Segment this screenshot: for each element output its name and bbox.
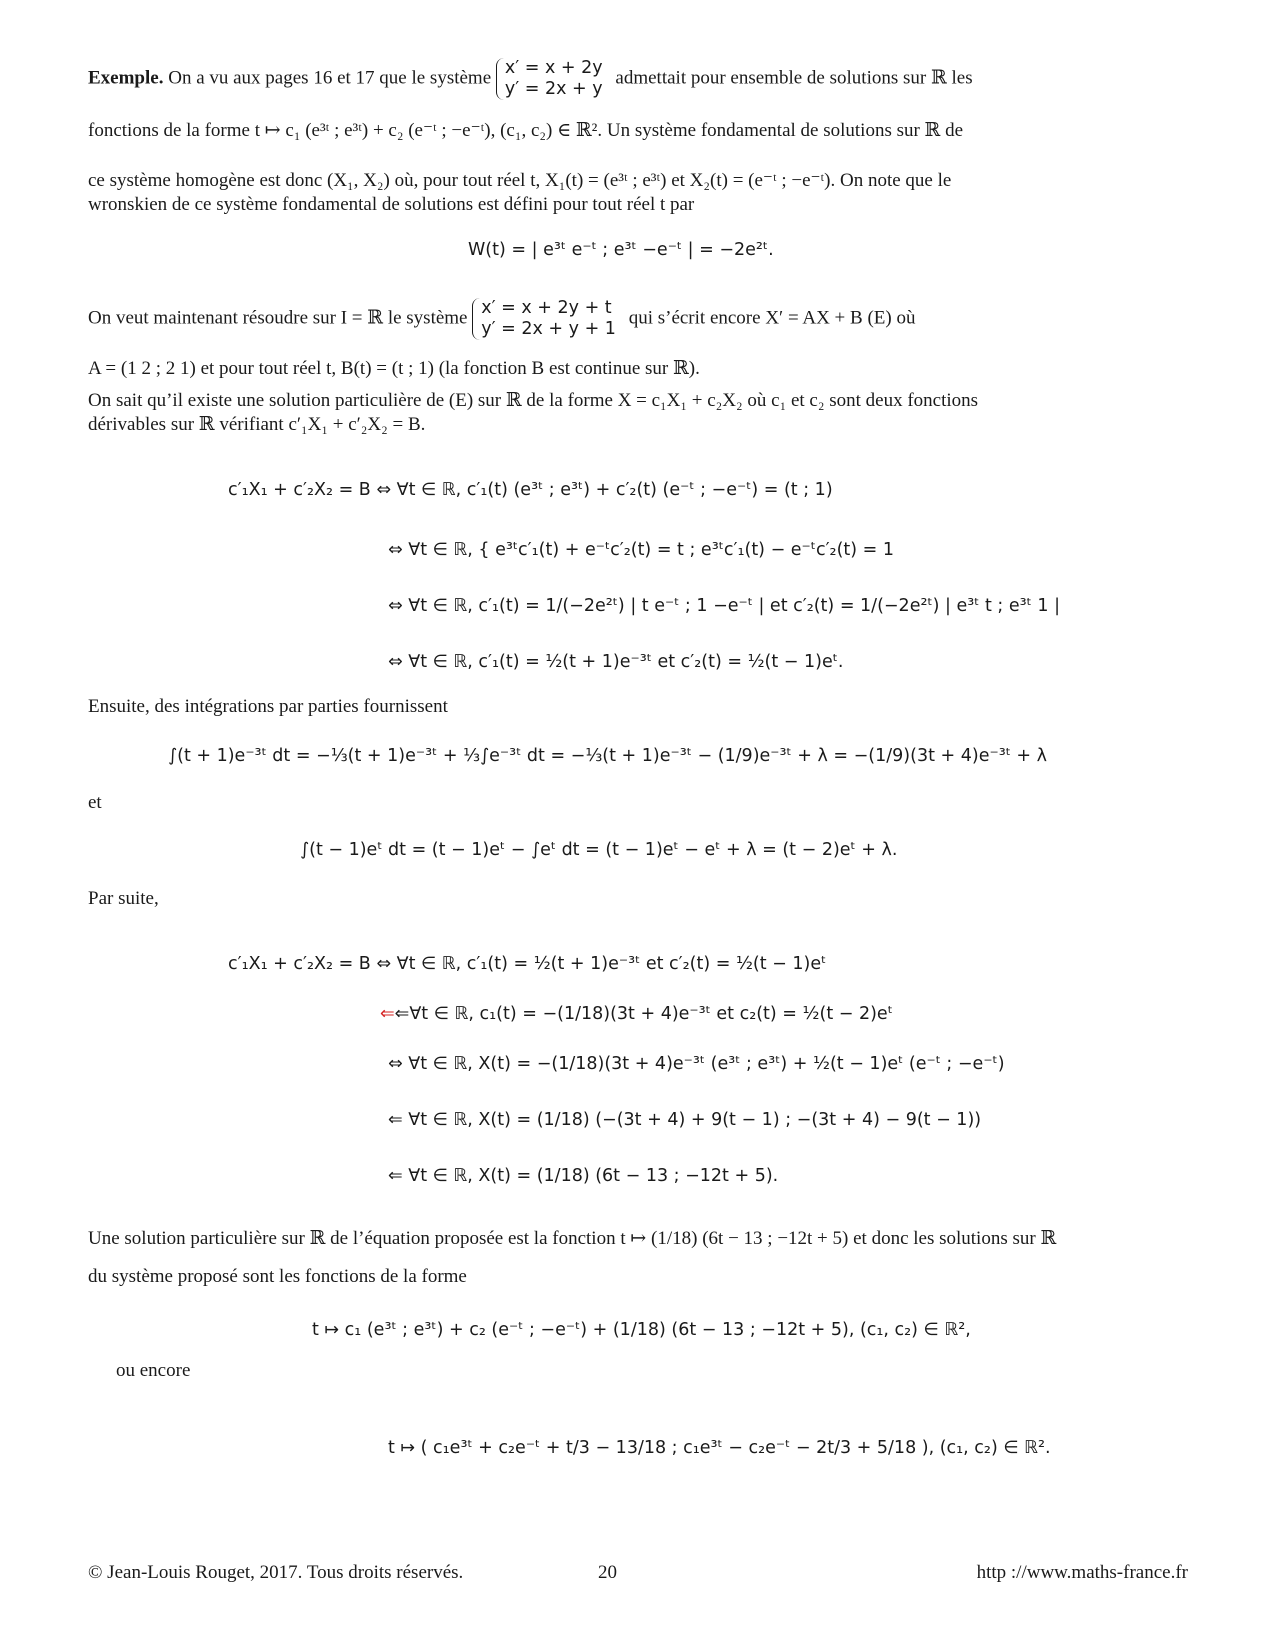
wronskian-formula: W(t) = | e³ᵗ e⁻ᵗ ; e³ᵗ −e⁻ᵗ | = −2e²ᵗ. xyxy=(468,240,774,260)
general-solution-1: t ↦ c₁ (e³ᵗ ; e³ᵗ) + c₂ (e⁻ᵗ ; −e⁻ᵗ) + (1/18) (6t − 13 ; −12t + 5), (c₁, c₂) ∈ ℝ², xyxy=(312,1320,971,1340)
ou-encore: ou encore xyxy=(116,1360,191,1381)
integral-1: ∫(t + 1)e⁻³ᵗ dt = −⅓(t + 1)e⁻³ᵗ + ⅓∫e⁻³ᵗ dt = −⅓(t + 1)e⁻³ᵗ − (1/9)e⁻³ᵗ + λ = −(1/9)(3t + 4)e⁻³ᵗ + λ xyxy=(168,746,1048,766)
example-intro: On a vu aux pages 16 et 17 que le système xyxy=(168,67,492,89)
example-label: Exemple. xyxy=(88,67,164,89)
reverse-implication-arrow: ⇐ xyxy=(380,1004,395,1024)
problem-matrix-form: qui s’écrit encore X′ = AX + B (E) où xyxy=(628,307,916,329)
problem-line-3: On sait qu’il existe une solution particulière de (E) sur ℝ de la forme X = c₁X₁ + c₂X₂ où c₁ et c₂ sont deux fonctions xyxy=(88,390,979,411)
derivation1-step-3: ⇔ ∀t ∈ ℝ, c′₁(t) = 1/(−2e²ᵗ) | t e⁻ᵗ ; 1 −e⁻ᵗ | et c′₂(t) = 1/(−2e²ᵗ) | e³ᵗ t ; e³ᵗ 1 | xyxy=(388,596,1060,616)
footer-page-number: 20 xyxy=(598,1562,617,1583)
problem-equation-2: y′ = 2x + y + 1 xyxy=(481,319,616,339)
derivation2-step-4: ⇐ ∀t ∈ ℝ, X(t) = (1/18) (−(3t + 4) + 9(t − 1) ; −(3t + 4) − 9(t − 1)) xyxy=(388,1110,982,1130)
example-line-1 xyxy=(88,58,1188,100)
example-line-3: ce système homogène est donc (X₁, X₂) où, pour tout réel t, X₁(t) = (e³ᵗ ; e³ᵗ) et X₂(t) = (e⁻ᵗ ; −e⁻ᵗ). On note que le xyxy=(88,170,952,191)
derivation1-step-2: ⇔ ∀t ∈ ℝ, { e³ᵗc′₁(t) + e⁻ᵗc′₂(t) = t ; e³ᵗc′₁(t) − e⁻ᵗc′₂(t) = 1 xyxy=(388,540,895,560)
general-solution-2: t ↦ ( c₁e³ᵗ + c₂e⁻ᵗ + t/3 − 13/18 ; c₁e³ᵗ − c₂e⁻ᵗ − 2t/3 + 5/18 ), (c₁, c₂) ∈ ℝ². xyxy=(388,1438,1051,1458)
integral-2: ∫(t − 1)eᵗ dt = (t − 1)eᵗ − ∫eᵗ dt = (t − 1)eᵗ − eᵗ + λ = (t − 2)eᵗ + λ. xyxy=(300,840,898,860)
conclusion-line-1: Une solution particulière sur ℝ de l’équation proposée est la fonction t ↦ (1/18) (6t − 13 ; −12t + 5) et donc les solutions sur ℝ xyxy=(88,1228,1057,1249)
example-line-2: fonctions de la forme t ↦ c₁ (e³ᵗ ; e³ᵗ) + c₂ (e⁻ᵗ ; −e⁻ᵗ), (c₁, c₂) ∈ ℝ². Un système fondamental de solutions sur ℝ de xyxy=(88,120,964,141)
conclusion-line-2: du système proposé sont les fonctions de la forme xyxy=(88,1266,467,1287)
derivation2-step-2-text: ⇐∀t ∈ ℝ, c₁(t) = −(1/18)(3t + 4)e⁻³ᵗ et c₂(t) = ½(t − 2)eᵗ xyxy=(394,1004,893,1024)
par-suite: Par suite, xyxy=(88,888,159,909)
footer-url[interactable]: http ://www.maths-france.fr xyxy=(976,1562,1188,1583)
derivation1-step-4: ⇔ ∀t ∈ ℝ, c′₁(t) = ½(t + 1)e⁻³ᵗ et c′₂(t) = ½(t − 1)eᵗ. xyxy=(388,652,844,672)
derivation2-step-1: c′₁X₁ + c′₂X₂ = B ⇔ ∀t ∈ ℝ, c′₁(t) = ½(t + 1)e⁻³ᵗ et c′₂(t) = ½(t − 1)eᵗ xyxy=(228,954,827,974)
system-equation-2: y′ = 2x + y xyxy=(504,79,603,99)
derivation2-step-2 xyxy=(380,1004,893,1024)
problem-line-2: A = (1 2 ; 2 1) et pour tout réel t, B(t) = (t ; 1) (la fonction B est continue sur ℝ). xyxy=(88,358,700,379)
problem-line-4: dérivables sur ℝ vérifiant c′₁X₁ + c′₂X₂ = B. xyxy=(88,414,426,435)
example-line-4: wronskien de ce système fondamental de solutions est défini pour tout réel t par xyxy=(88,194,695,215)
problem-equation-1: x′ = x + 2y + t xyxy=(481,298,612,318)
and-word: et xyxy=(88,792,102,813)
problem-line-1 xyxy=(88,298,1188,340)
problem-intro: On veut maintenant résoudre sur I = ℝ le système xyxy=(88,307,468,329)
example-after-system: admettait pour ensemble de solutions sur ℝ les xyxy=(615,67,973,89)
nonhomogeneous-system xyxy=(472,298,624,340)
homogeneous-system xyxy=(496,58,611,100)
integration-intro: Ensuite, des intégrations par parties fournissent xyxy=(88,696,448,717)
derivation2-step-5: ⇐ ∀t ∈ ℝ, X(t) = (1/18) (6t − 13 ; −12t + 5). xyxy=(388,1166,779,1186)
system-equation-1: x′ = x + 2y xyxy=(504,58,603,78)
derivation1-step-1: c′₁X₁ + c′₂X₂ = B ⇔ ∀t ∈ ℝ, c′₁(t) (e³ᵗ ; e³ᵗ) + c′₂(t) (e⁻ᵗ ; −e⁻ᵗ) = (t ; 1) xyxy=(228,480,833,500)
derivation2-step-3: ⇔ ∀t ∈ ℝ, X(t) = −(1/18)(3t + 4)e⁻³ᵗ (e³ᵗ ; e³ᵗ) + ½(t − 1)eᵗ (e⁻ᵗ ; −e⁻ᵗ) xyxy=(388,1054,1005,1074)
footer-copyright: © Jean-Louis Rouget, 2017. Tous droits réservés. xyxy=(88,1562,464,1583)
